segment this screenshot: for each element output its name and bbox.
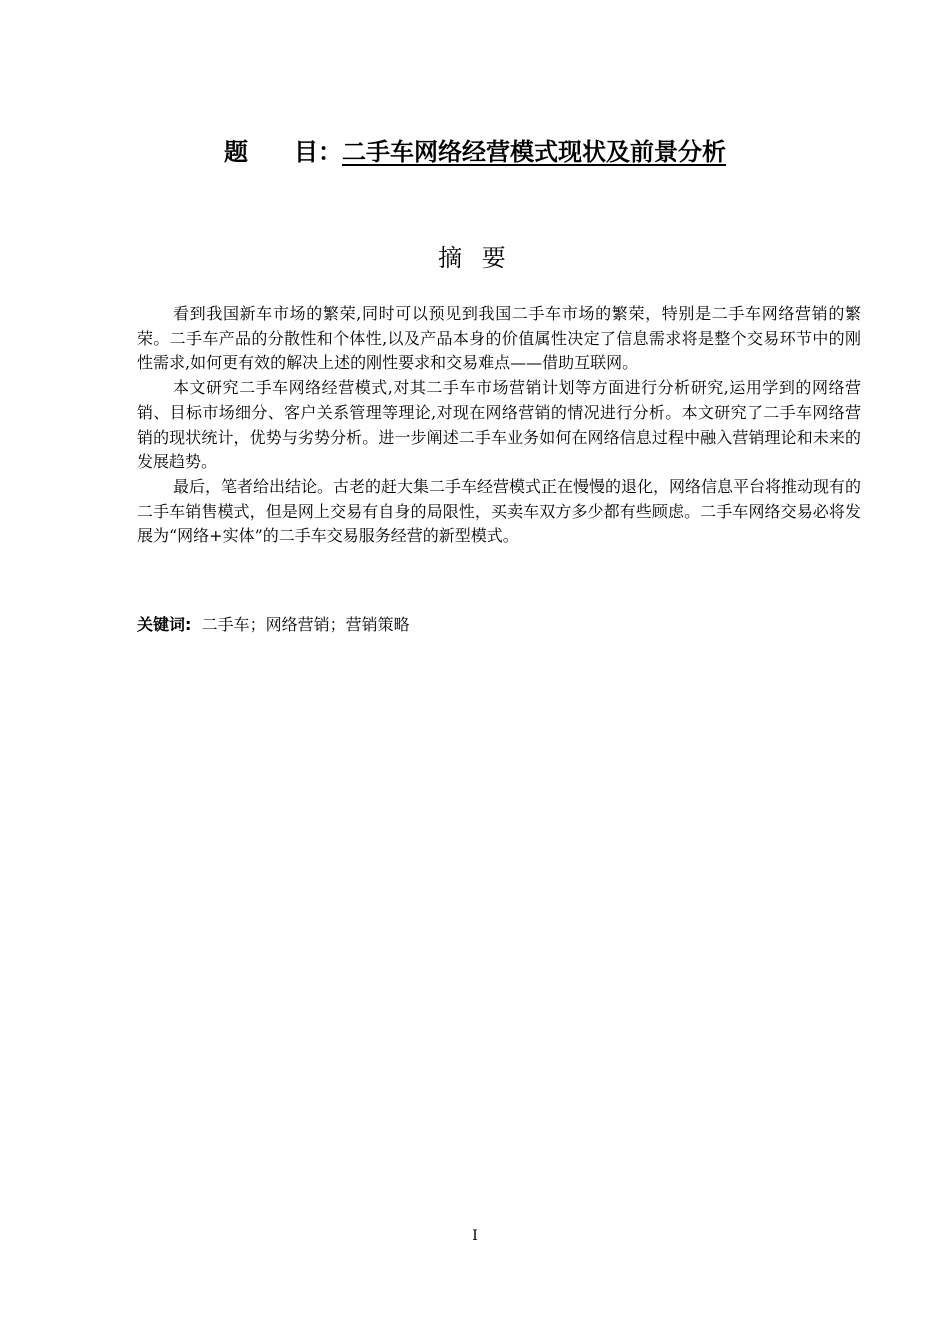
abstract-paragraph-2: 本文研究二手车网络经营模式,对其二手车市场营销计划等方面进行分析研究,运用学到的网络营销、目标市场细分、客户关系管理等理论,对现在网络营销的情况进行分析。本文研究了二手车网络营销的现状统计，优势与劣势分析。进一步阐述二手车业务如何在网络信息过程中融入营销理论和未来的发展趋势。 [137, 378, 861, 472]
abstract-body [137, 302, 861, 549]
page-number: I [472, 1228, 478, 1244]
keywords-separator: : [185, 615, 192, 634]
keywords-label: 关键词 [137, 615, 186, 634]
keywords-value: 二手车；网络营销；营销策略 [201, 615, 410, 634]
thesis-title [0, 136, 950, 168]
title-text: 二手车网络经营模式现状及前景分析 [342, 138, 726, 166]
keywords-line [137, 613, 861, 637]
abstract-paragraph-1: 看到我国新车市场的繁荣,同时可以预见到我国二手车市场的繁荣，特别是二手车网络营销的繁荣。二手车产品的分散性和个体性,以及产品本身的价值属性决定了信息需求将是整个交易环节中的刚性需求,如何更有效的解决上述的刚性要求和交易难点——借助互联网。 [137, 304, 861, 373]
abstract-heading: 摘 要 [438, 244, 512, 272]
title-label-suffix: 目： [294, 138, 342, 166]
abstract-paragraph-3: 最后，笔者给出结论。古老的赶大集二手车经营模式正在慢慢的退化，网络信息平台将推动现有的二手车销售模式，但是网上交易有自身的局限性，买卖车双方多少都有些顾虑。二手车网络交易必将发展为“网络+实体”的二手车交易服务经营的新型模式。 [137, 476, 862, 546]
title-label: 题 [224, 138, 248, 166]
